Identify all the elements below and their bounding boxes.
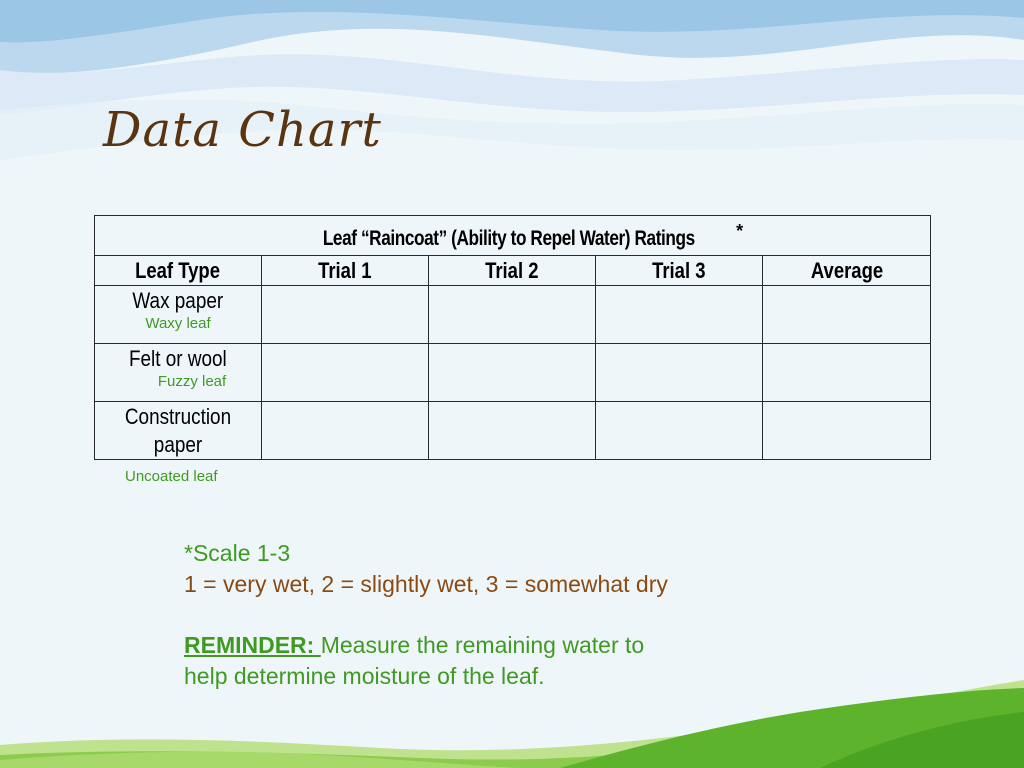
average-cell[interactable]	[763, 402, 931, 460]
uncoated-leaf-note: Uncoated leaf	[125, 468, 218, 485]
leaf-type-cell	[95, 344, 262, 402]
table-row	[95, 286, 931, 344]
slide-title: Data Chart	[103, 102, 382, 158]
column-header-leaf-type: Leaf Type	[95, 256, 262, 286]
ratings-table	[94, 215, 931, 460]
leaf-type-label: Construction paper	[124, 404, 232, 457]
scale-title: *Scale 1-3	[184, 540, 291, 566]
trial-2-cell[interactable]	[429, 402, 596, 460]
column-header-row	[95, 256, 931, 286]
trial-1-cell[interactable]	[262, 402, 429, 460]
reminder	[184, 630, 668, 661]
table-caption	[95, 216, 931, 256]
column-header-trial-1: Trial 1	[262, 256, 429, 286]
table-row	[95, 344, 931, 402]
reminder-label: REMINDER:	[184, 632, 321, 658]
scale-notes	[184, 538, 668, 692]
trial-3-cell[interactable]	[596, 344, 763, 402]
leaf-description: Fuzzy leaf	[157, 373, 227, 390]
leaf-type-label: Wax paper	[132, 288, 224, 313]
leaf-type-label: Felt or wool	[129, 346, 227, 371]
reminder-text-line2: help determine moisture of the leaf.	[184, 663, 545, 689]
trial-2-cell[interactable]	[429, 344, 596, 402]
trial-3-cell[interactable]	[596, 402, 763, 460]
average-cell[interactable]	[763, 286, 931, 344]
average-cell[interactable]	[763, 344, 931, 402]
trial-1-cell[interactable]	[262, 286, 429, 344]
reminder-text-line1: Measure the remaining water to	[320, 632, 645, 658]
table-caption-row	[95, 216, 931, 256]
leaf-type-cell	[95, 286, 262, 344]
trial-1-cell[interactable]	[262, 344, 429, 402]
column-header-trial-3: Trial 3	[596, 256, 763, 286]
caption-asterisk: *	[736, 220, 743, 241]
trial-3-cell[interactable]	[596, 286, 763, 344]
leaf-type-cell	[95, 402, 262, 460]
trial-2-cell[interactable]	[429, 286, 596, 344]
table-caption-text: Leaf “Raincoat” (Ability to Repel Water) Ratings	[323, 226, 696, 250]
scale-legend: 1 = very wet, 2 = slightly wet, 3 = somewhat dry	[184, 571, 668, 597]
table-row	[95, 402, 931, 460]
column-header-trial-2: Trial 2	[429, 256, 596, 286]
leaf-description: Waxy leaf	[145, 315, 211, 332]
column-header-average: Average	[763, 256, 931, 286]
